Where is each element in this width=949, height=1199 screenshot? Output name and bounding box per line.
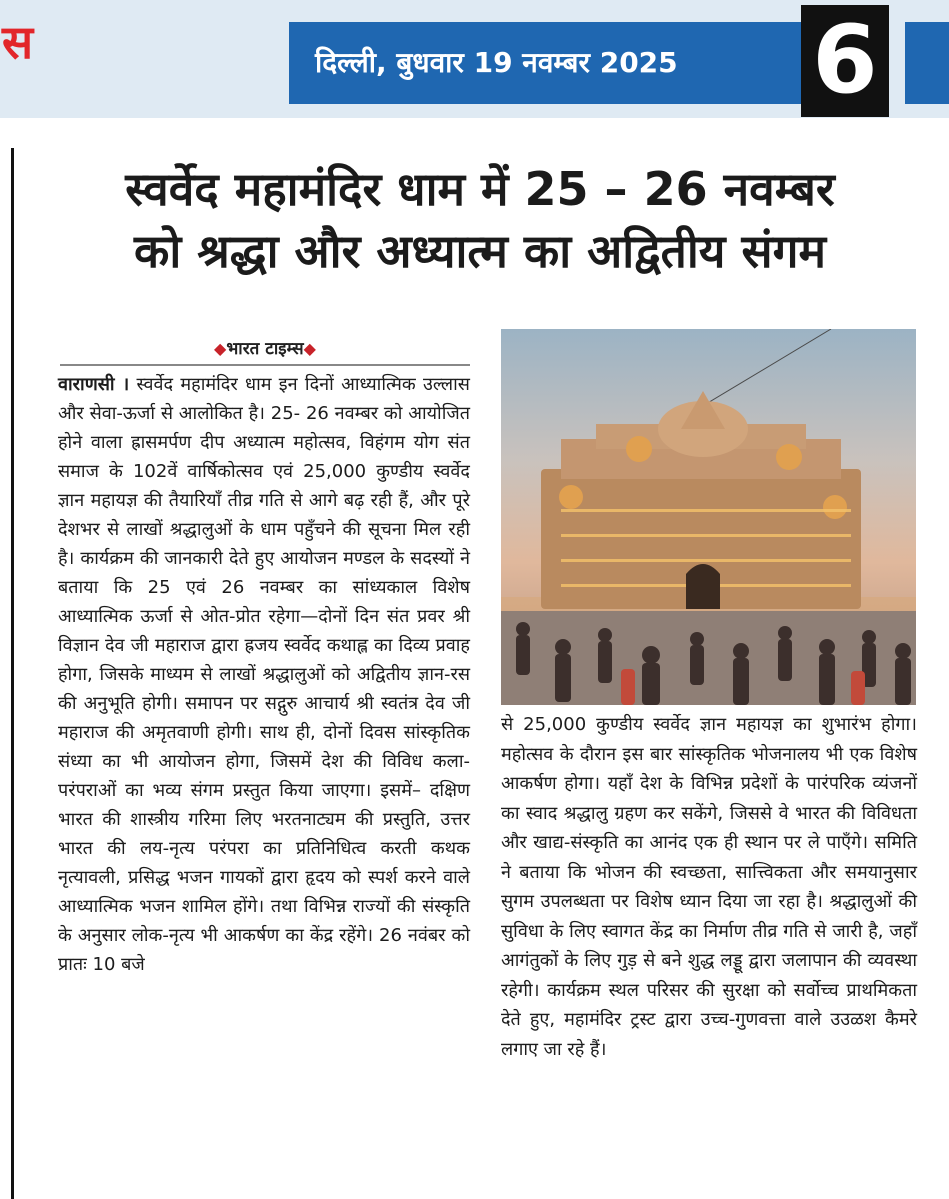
dateline-bar <box>289 22 801 104</box>
byline <box>60 336 470 366</box>
temple-photo <box>501 329 916 705</box>
article-body-right: से 25,000 कुण्डीय स्वर्वेद ज्ञान महायज्ञ का शुभारंभ होगा। महोत्सव के दौरान इस बार सांस्कृतिक भोजनालय भी एक विशेष आकर्षण होगा। यहाँ देश के विभिन्न प्रदेशों के पारंपरिक व्यंजनों का स्वाद श्रद्धालु ग्रहण कर सकेंगे, जिससे वे भारत की विविधता और खाद्य-संस्कृति का आनंद एक ही स्थान पर ले पाएँगे। समिति ने बताया कि भोजन की स्वच्छता, सात्त्विकता और समयानुसार सुगम उपलब्धता पर विशेष ध्यान दिया जा रहा है। श्रद्धालुओं की सुविधा के लिए स्वागत केंद्र का निर्माण तीव्र गति से जारी है, जहाँ आगंतुकों के लिए गुड़ से बने शुद्ध लड्डू द्वारा जलापान की व्यवस्था रहेगी। कार्यक्रम स्थल परिसर की सुरक्षा को सर्वोच्च प्राथमिकता देते हुए, महामंदिर ट्रस्ट द्वारा उच्च-गुणवत्ता वाले उउळश कैमरे लगाए जा रहे हैं। <box>501 714 917 1060</box>
diamond-icon: ◆ <box>214 339 227 358</box>
diamond-icon: ◆ <box>303 339 316 358</box>
column-rule <box>11 148 14 1199</box>
temple-illustration <box>501 329 916 705</box>
page-number-box <box>801 5 889 117</box>
byline-name: भारत टाइम्स <box>226 339 304 359</box>
headline-line-1: स्वर्वेद महामंदिर धाम में 25 – 26 नवम्बर <box>125 162 835 216</box>
article-body-left <box>58 370 470 979</box>
masthead-brand-fragment: स <box>2 15 34 69</box>
headline-line-2: को श्रद्धा और अध्यात्म का अद्वितीय संगम <box>134 224 826 278</box>
page-number: 6 <box>812 6 878 115</box>
dateline-place: वाराणसी । <box>58 374 130 395</box>
dateline-bar-edge <box>905 22 949 104</box>
body-left-text: स्वर्वेद महामंदिर धाम इन दिनों आध्यात्मिक उल्लास और सेवा-ऊर्जा से आलोकित है। 25- 26 नवम्बर को आयोजित होने वाला ह्रासमर्पण दीप अध्यात्म महोत्सव, विहंगम योग संत समाज के 102वें वार्षिकोत्सव एवं 25,000 कुण्डीय स्वर्वेद ज्ञान महायज्ञ की तैयारियाँ तीव्र गति से आगे बढ़ रही हैं, और पूरे देशभर से लाखों श्रद्धालुओं के धाम पहुँचने की सूचना मिल रही है। कार्यक्रम की जानकारी देते हुए आयोजन मण्डल के सदस्यों ने बताया कि 25 एवं 26 नवम्बर का सांध्यकाल विशेष आध्यात्मिक ऊर्जा से ओत-प्रोत रहेगा—दोनों दिन संत प्रवर श्री विज्ञान देव जी महाराज द्वारा ह्रजय स्वर्वेद कथाह्ल का दिव्य प्रवाह होगा, जिसके माध्यम से लाखों श्रद्धालुओं को अद्वितीय ज्ञान-रस की अनुभूति होगी। समापन पर सद्गुरु आचार्य श्री स्वतंत्र देव जी महाराज की अमृतवाणी होगी। साथ ही, दोनों दिवस सांस्कृतिक संध्या का भी आयोजन होगा, जिसमें देश की विविध कला-परंपराओं का भव्य संगम प्रस्तुत किया जाएगा। इसमें– दक्षिण भारत की शास्त्रीय गरिमा लिए भरतनाट्यम की प्रस्तुति, उत्तर भारत की लय-नृत्य परंपरा का प्रतिनिधित्व करती कथक नृत्यावली, प्रसिद्ध भजन गायकों द्वारा हृदय को स्पर्श करने वाले आध्यात्मिक भजन शामिल होंगे। तथा विभिन्न राज्यों की संस्कृति के अनुसार लोक-नृत्य भी आकर्षण का केंद्र रहेंगे। 26 नवंबर को प्रातः 10 बजे <box>58 374 470 975</box>
dateline-text: दिल्ली, बुधवार 19 नवम्बर 2025 <box>315 46 678 79</box>
article-headline <box>40 158 920 282</box>
